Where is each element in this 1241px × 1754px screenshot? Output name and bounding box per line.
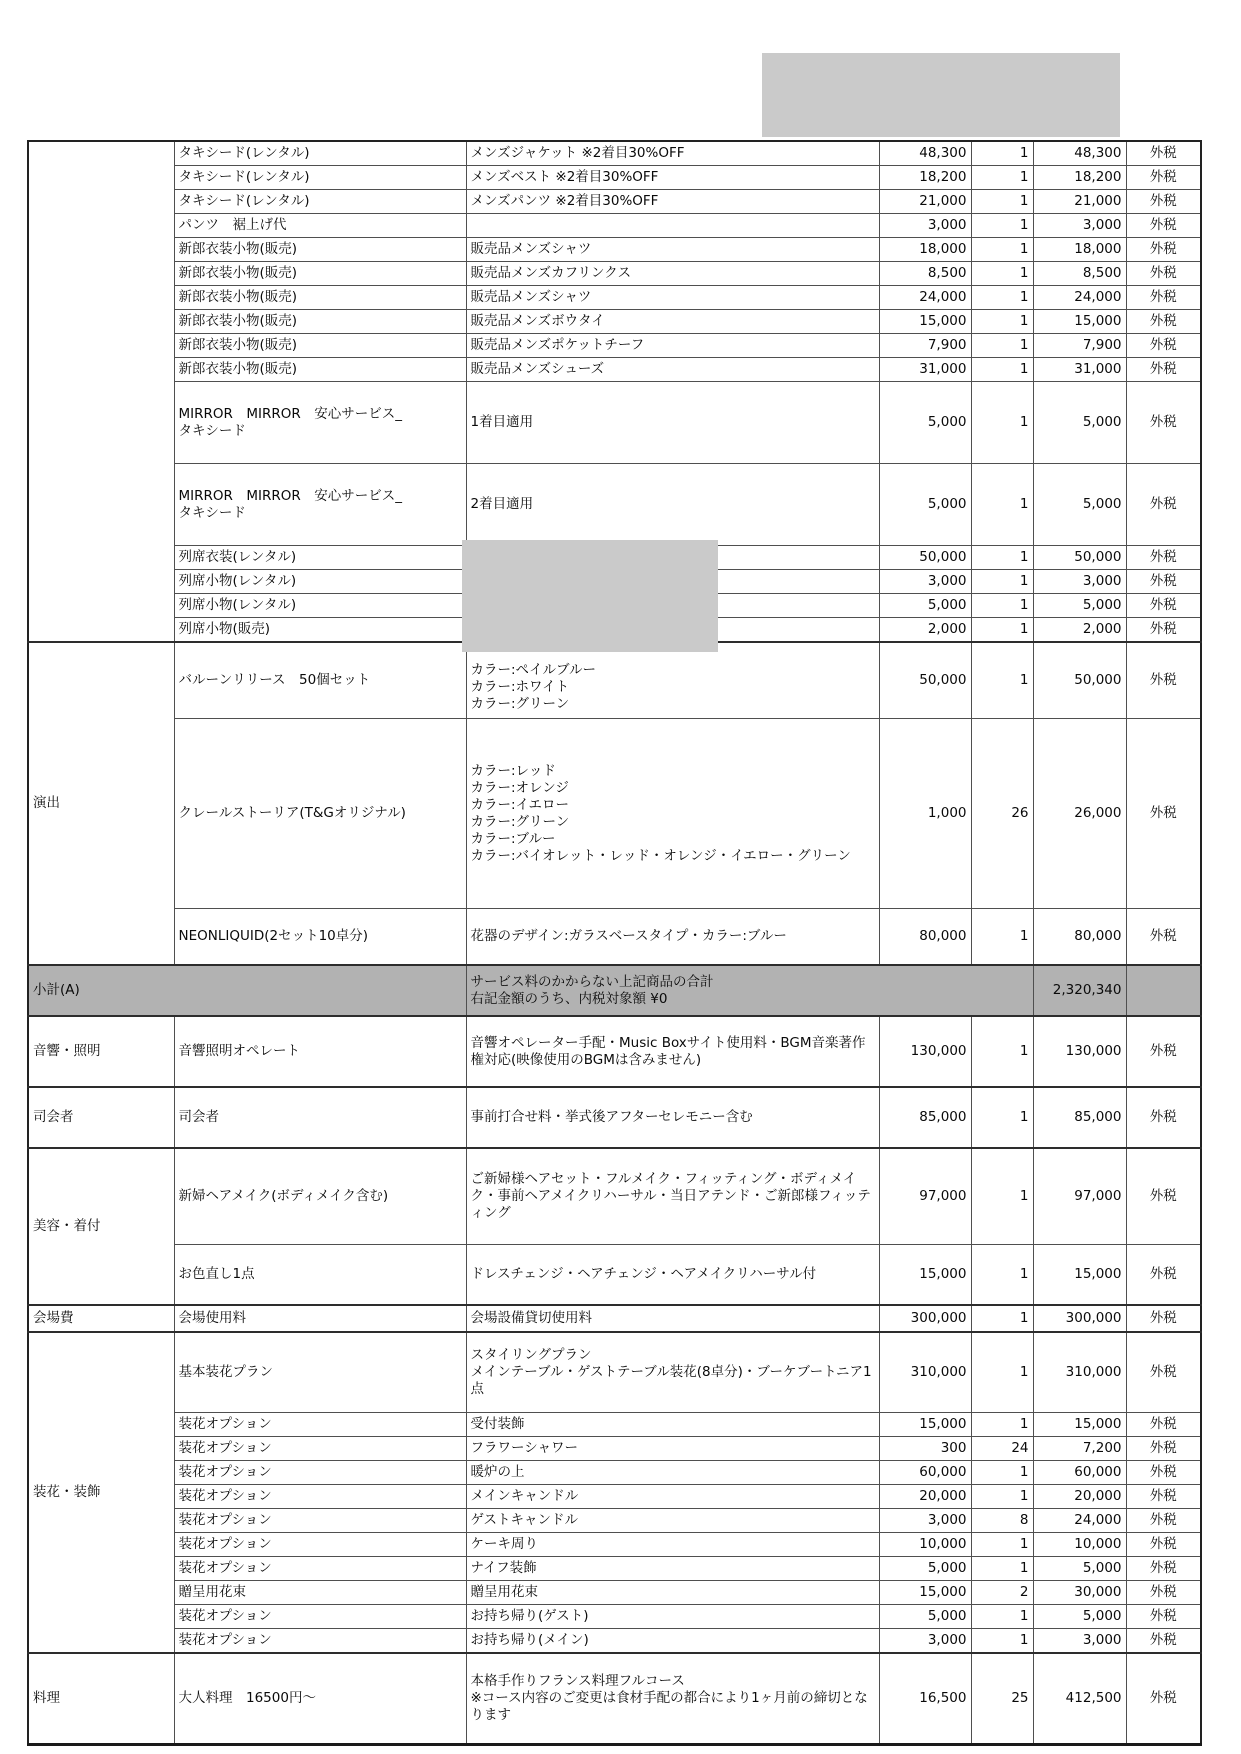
quantity-cell: 24 [971,1437,1033,1461]
item-name-cell: NEONLIQUID(2セット10卓分) [174,909,466,966]
unit-price-cell: 8,500 [879,262,971,286]
tax-type-cell: 外税 [1126,382,1201,464]
unit-price-cell: 3,000 [879,570,971,594]
table-row [28,1016,1201,1087]
tax-type-cell: 外税 [1126,464,1201,546]
description-cell: 1着目適用 [466,382,879,464]
amount-cell: 31,000 [1033,358,1126,382]
quantity-cell: 1 [971,618,1033,643]
description-cell: ナイフ装飾 [466,1557,879,1581]
amount-cell: 3,000 [1033,214,1126,238]
amount-cell: 15,000 [1033,310,1126,334]
text-line: メインテーブル・ゲストテーブル装花(8卓分)・ブーケブートニア1点 [470,1364,872,1397]
quantity-cell: 1 [971,334,1033,358]
tax-type-cell: 外税 [1126,1485,1201,1509]
item-name-cell: お色直し1点 [174,1245,466,1306]
text-line: カラー:グリーン [470,813,570,830]
unit-price-cell: 50,000 [879,642,971,719]
quantity-cell: 1 [971,464,1033,546]
quantity-cell: 1 [971,1087,1033,1148]
table-row [28,262,1201,286]
description-cell [466,214,879,238]
description-cell: お持ち帰り(ゲスト) [466,1605,879,1629]
table-row [28,190,1201,214]
quantity-cell: 2 [971,1581,1033,1605]
table-row [28,1437,1201,1461]
tax-type-cell: 外税 [1126,1305,1201,1332]
tax-type-cell: 外税 [1126,618,1201,643]
amount-cell: 2,000 [1033,618,1126,643]
item-name-cell: 司会者 [174,1087,466,1148]
item-name-cell: 装花オプション [174,1437,466,1461]
tax-type-cell: 外税 [1126,1148,1201,1245]
quantity-cell: 1 [971,1016,1033,1087]
item-name-cell: クレールストーリア(T&Gオリジナル) [174,719,466,909]
quantity-cell: 1 [971,1413,1033,1437]
amount-cell: 7,900 [1033,334,1126,358]
category-cell: 料理 [28,1653,174,1745]
quantity-cell: 1 [971,594,1033,618]
description-cell: ご新婦様ヘアセット・フルメイク・フィッティング・ボディメイク・事前ヘアメイクリハーサル・当日アテンド・ご新郎様フィッティング [466,1148,879,1245]
text-line: MIRROR MIRROR 安心サービス_ [178,487,403,504]
tax-type-cell: 外税 [1126,238,1201,262]
table-row [28,166,1201,190]
description-cell: 贈呈用花束 [466,1581,879,1605]
item-name-cell: 装花オプション [174,1629,466,1654]
tax-type-cell: 外税 [1126,546,1201,570]
unit-price-cell: 18,200 [879,166,971,190]
unit-price-cell: 15,000 [879,1413,971,1437]
table-row [28,1557,1201,1581]
table-row [28,719,1201,909]
quantity-cell: 1 [971,141,1033,166]
description-cell: 暖炉の上 [466,1461,879,1485]
unit-price-cell: 5,000 [879,594,971,618]
description-cell: メンズジャケット ※2着目30%OFF [466,141,879,166]
unit-price-cell: 15,000 [879,1581,971,1605]
text-line: 右記金額のうち、内税対象額 ¥0 [470,990,668,1007]
unit-price-cell: 20,000 [879,1485,971,1509]
unit-price-cell: 18,000 [879,238,971,262]
description-cell: 音響オペレーター手配・Music Boxサイト使用料・BGM音楽著作権対応(映像使用のBGMは含みません) [466,1016,879,1087]
amount-cell: 5,000 [1033,1605,1126,1629]
tax-type-cell: 外税 [1126,1557,1201,1581]
amount-cell: 97,000 [1033,1148,1126,1245]
item-name-cell: タキシード(レンタル) [174,141,466,166]
header-redacted-region [762,53,1120,137]
item-name-cell: 新婦ヘアメイク(ボディメイク含む) [174,1148,466,1245]
quantity-cell: 8 [971,1509,1033,1533]
subtotal-description-cell [466,965,1033,1016]
quantity-cell: 1 [971,358,1033,382]
quantity-cell: 1 [971,1557,1033,1581]
amount-cell: 3,000 [1033,570,1126,594]
item-name-cell: 新郎衣装小物(販売) [174,310,466,334]
quantity-cell: 1 [971,166,1033,190]
unit-price-cell: 31,000 [879,358,971,382]
subtotal-label-cell: 小計(A) [28,965,466,1016]
item-name-cell: 列席衣装(レンタル) [174,546,466,570]
tax-type-cell: 外税 [1126,286,1201,310]
amount-cell: 48,300 [1033,141,1126,166]
subtotal-tax-cell [1126,965,1201,1016]
table-row [28,286,1201,310]
amount-cell: 10,000 [1033,1533,1126,1557]
description-cell: 花器のデザイン:ガラスベースタイプ・カラー:ブルー [466,909,879,966]
quantity-cell: 1 [971,1332,1033,1413]
table-row [28,1461,1201,1485]
text-line: スタイリングプラン [470,1347,592,1363]
quantity-cell: 1 [971,238,1033,262]
amount-cell: 50,000 [1033,642,1126,719]
item-name-cell: 装花オプション [174,1533,466,1557]
unit-price-cell: 5,000 [879,1557,971,1581]
text-line: カラー:オレンジ [470,779,569,796]
tax-type-cell: 外税 [1126,1653,1201,1745]
unit-price-cell: 24,000 [879,286,971,310]
text-line: MIRROR MIRROR 安心サービス_ [178,405,403,422]
unit-price-cell: 21,000 [879,190,971,214]
amount-cell: 3,000 [1033,1629,1126,1654]
text-line: タキシード [178,504,246,521]
unit-price-cell: 85,000 [879,1087,971,1148]
quantity-cell: 1 [971,570,1033,594]
description-cell: メンズベスト ※2着目30%OFF [466,166,879,190]
category-cell: 装花・装飾 [28,1332,174,1653]
item-name-cell: 会場使用料 [174,1305,466,1332]
attendee-items-redacted-region [462,540,718,652]
table-row [28,310,1201,334]
item-name-cell: 新郎衣装小物(販売) [174,286,466,310]
item-name-cell: 列席小物(レンタル) [174,594,466,618]
quantity-cell: 1 [971,1629,1033,1654]
quantity-cell: 1 [971,1245,1033,1306]
quantity-cell: 1 [971,286,1033,310]
wedding-cost-table [27,140,1202,1746]
tax-type-cell: 外税 [1126,1016,1201,1087]
category-cell: 演出 [28,642,174,965]
description-cell [466,1653,879,1745]
description-cell: 販売品メンズシャツ [466,286,879,310]
item-name-cell: 新郎衣装小物(販売) [174,334,466,358]
table-row [28,1533,1201,1557]
item-name-cell: 新郎衣装小物(販売) [174,358,466,382]
quantity-cell: 1 [971,262,1033,286]
tax-type-cell: 外税 [1126,214,1201,238]
unit-price-cell: 7,900 [879,334,971,358]
quantity-cell: 1 [971,1485,1033,1509]
item-name-cell: 列席小物(販売) [174,618,466,643]
unit-price-cell: 5,000 [879,382,971,464]
description-cell: 販売品メンズシューズ [466,358,879,382]
unit-price-cell: 3,000 [879,1509,971,1533]
table-row [28,1629,1201,1654]
description-cell: 2着目適用 [466,464,879,546]
tax-type-cell: 外税 [1126,141,1201,166]
text-line: カラー:グリーン [470,696,570,712]
amount-cell: 8,500 [1033,262,1126,286]
tax-type-cell: 外税 [1126,719,1201,909]
amount-cell: 18,000 [1033,238,1126,262]
tax-type-cell: 外税 [1126,334,1201,358]
description-cell: お持ち帰り(メイン) [466,1629,879,1654]
quantity-cell: 25 [971,1653,1033,1745]
quantity-cell: 1 [971,642,1033,719]
item-name-cell: 装花オプション [174,1605,466,1629]
unit-price-cell: 5,000 [879,464,971,546]
table-row [28,382,1201,464]
quantity-cell: 1 [971,1461,1033,1485]
item-name-cell: 列席小物(レンタル) [174,570,466,594]
amount-cell: 5,000 [1033,382,1126,464]
description-cell: フラワーシャワー [466,1437,879,1461]
item-name-cell: 装花オプション [174,1413,466,1437]
table-row [28,642,1201,719]
text-line: サービス料のかからない上記商品の合計 [470,973,714,990]
quantity-cell: 1 [971,909,1033,966]
tax-type-cell: 外税 [1126,1461,1201,1485]
unit-price-cell: 15,000 [879,1245,971,1306]
table-row [28,214,1201,238]
amount-cell: 18,200 [1033,166,1126,190]
table-row [28,1581,1201,1605]
item-name-cell: 音響照明オペレート [174,1016,466,1087]
tax-type-cell: 外税 [1126,1245,1201,1306]
unit-price-cell: 3,000 [879,1629,971,1654]
item-name-cell: 装花オプション [174,1485,466,1509]
tax-type-cell: 外税 [1126,358,1201,382]
item-name-cell: タキシード(レンタル) [174,166,466,190]
item-name-cell: 基本装花プラン [174,1332,466,1413]
unit-price-cell: 48,300 [879,141,971,166]
category-cell: 会場費 [28,1305,174,1332]
quantity-cell: 1 [971,1533,1033,1557]
table-row [28,1485,1201,1509]
item-name-cell: 贈呈用花束 [174,1581,466,1605]
amount-cell: 80,000 [1033,909,1126,966]
tax-type-cell: 外税 [1126,310,1201,334]
amount-cell: 5,000 [1033,464,1126,546]
table-row [28,1413,1201,1437]
quantity-cell: 1 [971,214,1033,238]
table-row [28,141,1201,166]
tax-type-cell: 外税 [1126,1413,1201,1437]
description-cell: 会場設備貸切使用料 [466,1305,879,1332]
table-row [28,1509,1201,1533]
table-row [28,1605,1201,1629]
unit-price-cell: 2,000 [879,618,971,643]
table-row [28,1305,1201,1332]
tax-type-cell: 外税 [1126,1533,1201,1557]
text-line: カラー:イエロー [470,796,570,813]
amount-cell: 15,000 [1033,1245,1126,1306]
table-row [28,1245,1201,1306]
text-line: カラー:レッド [470,762,556,779]
tax-type-cell: 外税 [1126,1509,1201,1533]
description-cell: ドレスチェンジ・ヘアチェンジ・ヘアメイクリハーサル付 [466,1245,879,1306]
unit-price-cell: 300 [879,1437,971,1461]
amount-cell: 21,000 [1033,190,1126,214]
quantity-cell: 1 [971,546,1033,570]
category-cell: 音響・照明 [28,1016,174,1087]
description-cell: 販売品メンズボウタイ [466,310,879,334]
text-line: カラー:ブルー [470,830,556,847]
amount-cell: 60,000 [1033,1461,1126,1485]
unit-price-cell: 130,000 [879,1016,971,1087]
description-cell [466,719,879,909]
table-row [28,464,1201,546]
quantity-cell: 26 [971,719,1033,909]
quantity-cell: 1 [971,1148,1033,1245]
description-cell: ゲストキャンドル [466,1509,879,1533]
description-cell: メインキャンドル [466,1485,879,1509]
unit-price-cell: 16,500 [879,1653,971,1745]
tax-type-cell: 外税 [1126,1605,1201,1629]
unit-price-cell: 10,000 [879,1533,971,1557]
amount-cell: 130,000 [1033,1016,1126,1087]
category-cell: 美容・着付 [28,1148,174,1305]
table-row [28,1332,1201,1413]
unit-price-cell: 80,000 [879,909,971,966]
description-cell: 販売品メンズシャツ [466,238,879,262]
item-name-cell [174,464,466,546]
description-cell: メンズパンツ ※2着目30%OFF [466,190,879,214]
description-cell: 販売品メンズポケットチーフ [466,334,879,358]
description-cell: 事前打合せ料・挙式後アフターセレモニー含む [466,1087,879,1148]
tax-type-cell: 外税 [1126,570,1201,594]
description-cell: 受付装飾 [466,1413,879,1437]
table-row [28,358,1201,382]
amount-cell: 85,000 [1033,1087,1126,1148]
amount-cell: 24,000 [1033,1509,1126,1533]
quantity-cell: 1 [971,1605,1033,1629]
subtotal-amount-cell: 2,320,340 [1033,965,1126,1016]
table-row [28,334,1201,358]
unit-price-cell: 50,000 [879,546,971,570]
item-name-cell: 装花オプション [174,1557,466,1581]
table-row [28,1653,1201,1745]
amount-cell: 50,000 [1033,546,1126,570]
amount-cell: 30,000 [1033,1581,1126,1605]
unit-price-cell: 15,000 [879,310,971,334]
quantity-cell: 1 [971,310,1033,334]
unit-price-cell: 1,000 [879,719,971,909]
amount-cell: 20,000 [1033,1485,1126,1509]
text-line: ※コース内容のご変更は食材手配の都合により1ヶ月前の締切となります [470,1690,868,1723]
tax-type-cell: 外税 [1126,1629,1201,1654]
amount-cell: 15,000 [1033,1413,1126,1437]
item-name-cell [174,382,466,464]
item-name-cell: 装花オプション [174,1509,466,1533]
table-row [28,1148,1201,1245]
text-line: カラー:ペイルブルー [470,662,597,678]
amount-cell: 7,200 [1033,1437,1126,1461]
description-cell [466,1332,879,1413]
text-line: タキシード [178,422,246,439]
tax-type-cell: 外税 [1126,1332,1201,1413]
text-line: 本格手作りフランス料理フルコース [470,1673,685,1689]
amount-cell: 5,000 [1033,594,1126,618]
description-cell [466,642,879,719]
quantity-cell: 1 [971,190,1033,214]
amount-cell: 24,000 [1033,286,1126,310]
unit-price-cell: 60,000 [879,1461,971,1485]
unit-price-cell: 97,000 [879,1148,971,1245]
item-name-cell: 装花オプション [174,1461,466,1485]
item-name-cell: 大人料理 16500円～ [174,1653,466,1745]
tax-type-cell: 外税 [1126,909,1201,966]
quantity-cell: 1 [971,1305,1033,1332]
tax-type-cell: 外税 [1126,190,1201,214]
table-row [28,1087,1201,1148]
tax-type-cell: 外税 [1126,1087,1201,1148]
tax-type-cell: 外税 [1126,166,1201,190]
item-name-cell: パンツ 裾上げ代 [174,214,466,238]
tax-type-cell: 外税 [1126,1581,1201,1605]
tax-type-cell: 外税 [1126,594,1201,618]
amount-cell: 5,000 [1033,1557,1126,1581]
unit-price-cell: 310,000 [879,1332,971,1413]
unit-price-cell: 5,000 [879,1605,971,1629]
tax-type-cell: 外税 [1126,642,1201,719]
item-name-cell: 新郎衣装小物(販売) [174,238,466,262]
item-name-cell: バルーンリリース 50個セット [174,642,466,719]
amount-cell: 310,000 [1033,1332,1126,1413]
table-row [28,238,1201,262]
tax-type-cell: 外税 [1126,262,1201,286]
subtotal-row [28,965,1201,1016]
category-cell: 司会者 [28,1087,174,1148]
tax-type-cell: 外税 [1126,1437,1201,1461]
unit-price-cell: 300,000 [879,1305,971,1332]
description-cell: ケーキ周り [466,1533,879,1557]
quantity-cell: 1 [971,382,1033,464]
table-row [28,909,1201,966]
category-cell [28,141,174,642]
description-cell: 販売品メンズカフリンクス [466,262,879,286]
text-line: カラー:バイオレット・レッド・オレンジ・イエロー・グリーン [470,847,851,864]
item-name-cell: 新郎衣装小物(販売) [174,262,466,286]
text-line: カラー:ホワイト [470,679,570,695]
unit-price-cell: 3,000 [879,214,971,238]
item-name-cell: タキシード(レンタル) [174,190,466,214]
amount-cell: 300,000 [1033,1305,1126,1332]
amount-cell: 26,000 [1033,719,1126,909]
amount-cell: 412,500 [1033,1653,1126,1745]
